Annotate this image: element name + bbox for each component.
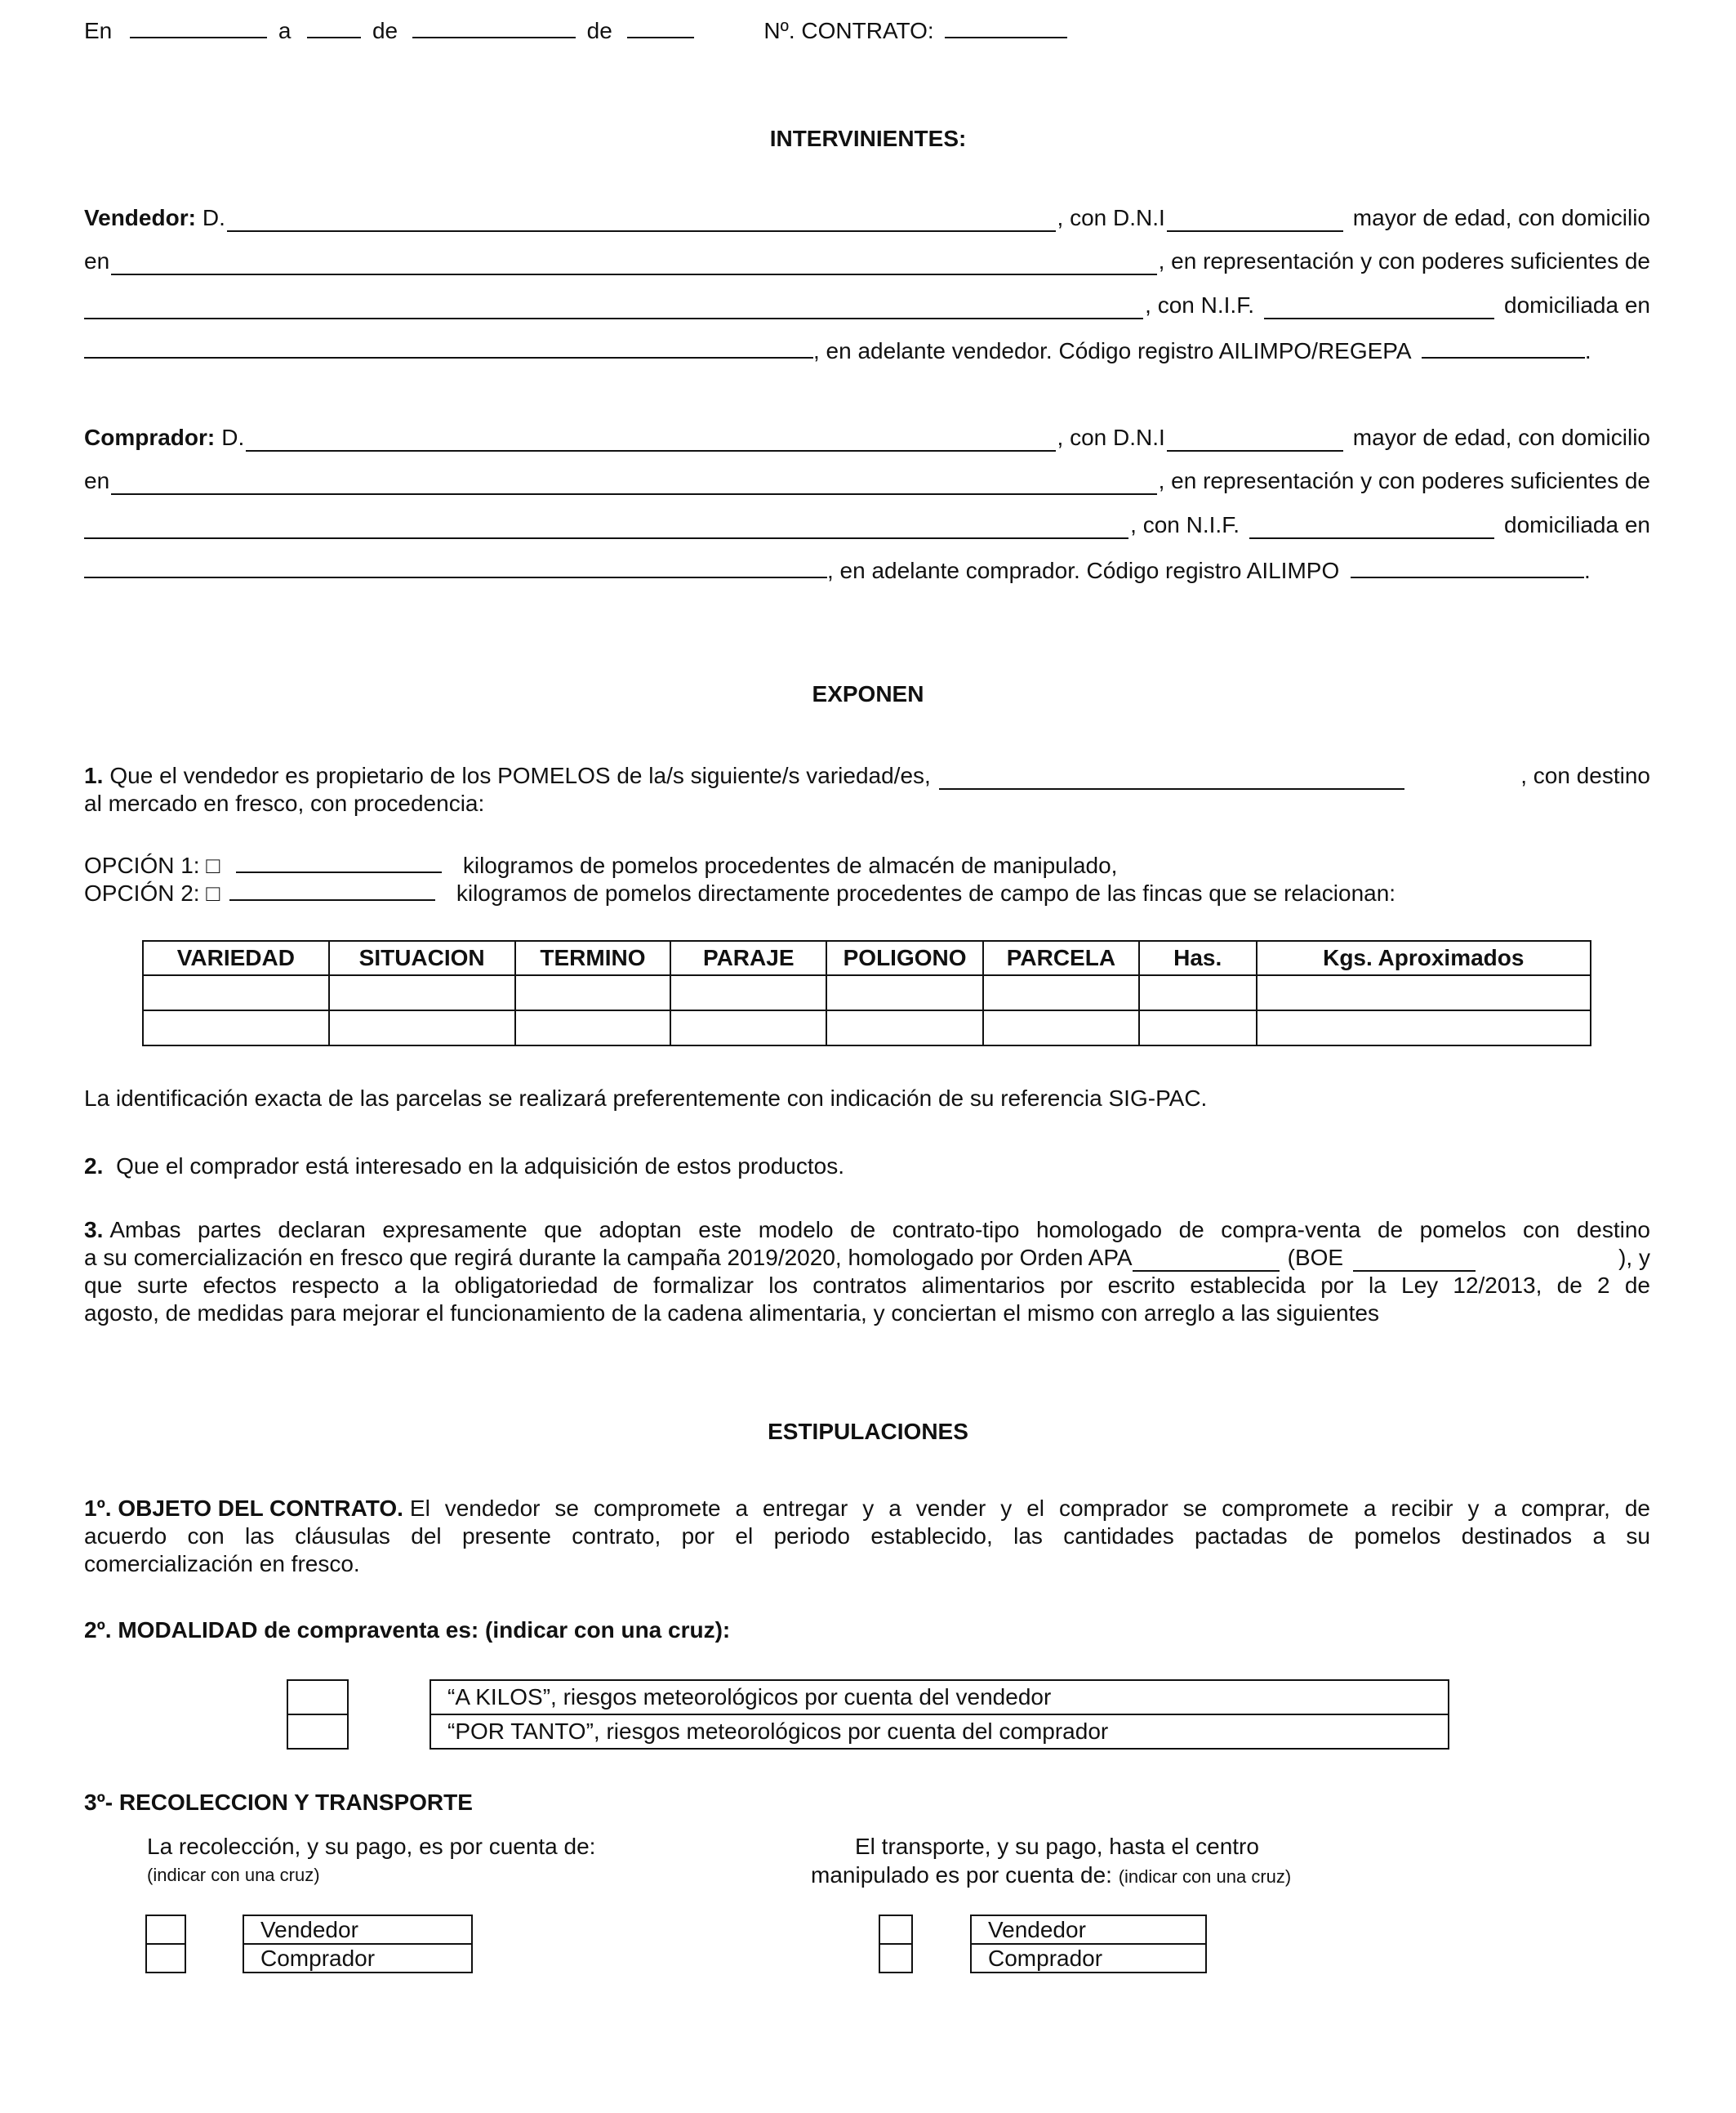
transporte-vendedor-checkbox[interactable]	[879, 1915, 913, 1945]
comprador-line-3	[84, 511, 1650, 539]
transporte-comprador-label: Comprador	[988, 1946, 1103, 1971]
table-header-cell: PARAJE	[670, 941, 826, 975]
table-cell[interactable]	[983, 1010, 1139, 1045]
comprador-line-2	[84, 467, 1650, 495]
header-line	[84, 16, 1067, 45]
modalidad-tanto-checkbox[interactable]	[287, 1714, 349, 1750]
comprador-representacion: , en representación y con poderes suficientes de	[1158, 468, 1650, 493]
year-field[interactable]	[627, 16, 694, 38]
vendedor-domiciliada: domiciliada en	[1504, 292, 1650, 318]
month-field[interactable]	[412, 16, 576, 38]
estipulacion-2-title: 2º. MODALIDAD de compraventa es: (indicar con una cruz):	[84, 1617, 731, 1643]
exponen-p3-number: 3.	[84, 1217, 104, 1242]
intervinientes-title: INTERVINIENTES:	[769, 126, 967, 151]
vendedor-end: .	[1584, 338, 1591, 363]
exponen-p2-number: 2.	[84, 1153, 104, 1179]
estipulacion-1-line-1	[84, 1495, 1650, 1522]
exponen-p2	[84, 1152, 844, 1180]
variedades-field[interactable]	[939, 767, 1404, 790]
recoleccion-vendedor-option	[243, 1915, 473, 1945]
comprador-end: .	[1584, 558, 1591, 583]
vendedor-nif-label: , con N.I.F.	[1145, 292, 1254, 318]
table-cell[interactable]	[826, 975, 983, 1010]
exponen-p3-boe: (BOE	[1287, 1245, 1344, 1270]
opcion-2-row	[84, 878, 1395, 907]
comprador-domicilio-field[interactable]	[111, 470, 1156, 495]
header-en: En	[84, 18, 113, 43]
modalidad-kilos-option	[430, 1679, 1449, 1715]
transporte-vendedor-option	[970, 1915, 1207, 1945]
city-field[interactable]	[130, 16, 267, 38]
fincas-table-header	[143, 941, 1591, 975]
table-cell[interactable]	[143, 1010, 329, 1045]
opcion-1-kilos-field[interactable]	[236, 850, 442, 873]
opcion-1-label[interactable]: OPCIÓN 1: □	[84, 853, 220, 878]
header-de-1: de	[372, 18, 398, 43]
table-cell[interactable]	[1139, 975, 1257, 1010]
exponen-p3-line-2	[84, 1244, 1650, 1272]
header-de-2: de	[586, 18, 612, 43]
comprador-adelante: , en adelante comprador. Código registro AILIMPO	[827, 558, 1340, 583]
table-cell[interactable]	[826, 1010, 983, 1045]
transporte-label-2	[811, 1861, 1291, 1891]
exponen-p1-line-1	[84, 762, 1650, 790]
estipulacion-3-title: 3º- RECOLECCION Y TRANSPORTE	[84, 1790, 473, 1815]
table-header-cell: Has.	[1139, 941, 1257, 975]
table-cell[interactable]	[515, 975, 671, 1010]
recoleccion-comprador-option	[243, 1943, 473, 1973]
comprador-dni-field[interactable]	[1167, 429, 1343, 452]
opcion-1-text: kilogramos de pomelos procedentes de almacén de manipulado,	[462, 853, 1118, 878]
contract-number-field[interactable]	[945, 16, 1067, 38]
vendedor-empresa-domicilio-field[interactable]	[84, 336, 813, 359]
table-cell[interactable]	[670, 975, 826, 1010]
identificacion-text: La identificación exacta de las parcelas se realizará preferentemente con indicación de su referencia SIG-PAC.	[84, 1085, 1208, 1111]
orden-apa-field[interactable]	[1133, 1249, 1280, 1272]
transporte-note: (indicar con una cruz)	[1118, 1866, 1292, 1887]
vendedor-dni-field[interactable]	[1167, 209, 1343, 232]
table-cell[interactable]	[670, 1010, 826, 1045]
comprador-empresa-field[interactable]	[84, 515, 1128, 539]
boe-field[interactable]	[1353, 1249, 1476, 1272]
exponen-p3-line-4: agosto, de medidas para mejorar el funcionamiento de la cadena alimentaria, y conciertan el mismo con arreglo a las siguientes	[84, 1300, 1379, 1326]
vendedor-domicilio-field[interactable]	[111, 251, 1156, 275]
vendedor-dni-label: , con D.N.I	[1057, 205, 1165, 230]
recoleccion-label: La recolección, y su pago, es por cuenta de:	[147, 1834, 596, 1859]
table-header-cell: PARCELA	[983, 941, 1139, 975]
comprador-mayor: mayor de edad, con domicilio	[1352, 425, 1650, 450]
modalidad-kilos-label: “A KILOS”, riesgos meteorológicos por cuenta del vendedor	[447, 1684, 1052, 1710]
recoleccion-vendedor-checkbox[interactable]	[145, 1915, 186, 1945]
comprador-dni-label: , con D.N.I	[1057, 425, 1165, 450]
opcion-2-text: kilogramos de pomelos directamente procedentes de campo de las fincas que se relacionan:	[456, 880, 1396, 906]
vendedor-nif-field[interactable]	[1264, 296, 1494, 319]
opcion-2-kilos-field[interactable]	[229, 878, 435, 901]
estipulacion-1-title: 1º. OBJETO DEL CONTRATO.	[84, 1496, 403, 1521]
vendedor-line-2	[84, 247, 1650, 275]
transporte-label-2-text: manipulado es por cuenta de:	[811, 1862, 1112, 1888]
recoleccion-comprador-label: Comprador	[260, 1946, 376, 1971]
exponen-title: EXPONEN	[812, 681, 924, 707]
vendedor-empresa-field[interactable]	[84, 295, 1143, 319]
comprador-en: en	[84, 468, 110, 493]
vendedor-registro-field[interactable]	[1422, 336, 1585, 359]
estipulaciones-title: ESTIPULACIONES	[768, 1419, 968, 1444]
transporte-comprador-checkbox[interactable]	[879, 1943, 913, 1973]
exponen-p2-body: Que el comprador está interesado en la adquisición de estos productos.	[116, 1153, 845, 1179]
comprador-line-1	[84, 424, 1650, 452]
opcion-2-label[interactable]: OPCIÓN 2: □	[84, 880, 220, 906]
exponen-p1-text: Que el vendedor es propietario de los POMELOS de la/s siguiente/s variedad/es,	[109, 763, 931, 788]
modalidad-tanto-option	[430, 1714, 1449, 1750]
comprador-line-4	[84, 555, 1591, 585]
vendedor-representacion: , en representación y con poderes suficientes de	[1158, 248, 1650, 274]
day-field[interactable]	[307, 16, 361, 38]
exponen-p3-line-1	[84, 1216, 1650, 1244]
vendedor-d: D.	[202, 205, 225, 230]
vendedor-adelante: , en adelante vendedor. Código registro AILIMPO/REGEPA	[813, 338, 1411, 363]
recoleccion-note: (indicar con una cruz)	[147, 1865, 320, 1885]
table-row	[143, 975, 1591, 1010]
exponen-p3-line-3: que surte efectos respecto a la obligatoriedad de formalizar los contratos alimentarios por escrito establecida por la Ley 12/2013, de 2 de	[84, 1273, 1650, 1298]
table-header-cell: TERMINO	[515, 941, 671, 975]
exponen-p1-destino: , con destino	[1520, 763, 1650, 788]
vendedor-name-field[interactable]	[227, 207, 1056, 232]
vendedor-line-4	[84, 336, 1591, 365]
comprador-registro-field[interactable]	[1351, 555, 1584, 578]
vendedor-label: Vendedor:	[84, 205, 196, 230]
transporte-vendedor-label: Vendedor	[988, 1917, 1086, 1942]
comprador-nif-field[interactable]	[1249, 516, 1494, 539]
transporte-comprador-option	[970, 1943, 1207, 1973]
recoleccion-vendedor-label: Vendedor	[260, 1917, 358, 1942]
comprador-empresa-domicilio-field[interactable]	[84, 555, 827, 578]
table-cell[interactable]	[329, 975, 515, 1010]
estipulacion-1-text-1: El vendedor se compromete a entregar y a vender y el comprador se compromete a recibir y a comprar, de	[409, 1496, 1650, 1521]
comprador-name-field[interactable]	[246, 427, 1055, 452]
table-cell[interactable]	[143, 975, 329, 1010]
vendedor-line-1	[84, 204, 1650, 232]
header-a: a	[278, 18, 292, 43]
comprador-domiciliada: domiciliada en	[1504, 512, 1650, 537]
table-header-cell: Kgs. Aproximados	[1257, 941, 1591, 975]
fincas-table	[142, 940, 1591, 1046]
exponen-p1-line-2: al mercado en fresco, con procedencia:	[84, 791, 485, 816]
table-header-cell: SITUACION	[329, 941, 515, 975]
exponen-p3-close: ), y	[1618, 1245, 1650, 1270]
table-cell[interactable]	[1257, 1010, 1591, 1045]
transporte-label-1: El transporte, y su pago, hasta el centro	[855, 1834, 1259, 1859]
estipulacion-1-text-2: acuerdo con las cláusulas del presente contrato, por el periodo establecido, las cantidades pactadas de pomelos destinados a su	[84, 1523, 1650, 1549]
opcion-1-row	[84, 850, 1117, 880]
recoleccion-comprador-checkbox[interactable]	[145, 1943, 186, 1973]
exponen-p3-text-1: Ambas partes declaran expresamente que adoptan este modelo de contrato-tipo homologado de compra-venta de pomelos con destino	[109, 1217, 1650, 1242]
table-header-cell: VARIEDAD	[143, 941, 329, 975]
vendedor-line-3	[84, 292, 1650, 319]
comprador-label: Comprador:	[84, 425, 216, 450]
table-cell[interactable]	[983, 975, 1139, 1010]
vendedor-mayor: mayor de edad, con domicilio	[1352, 205, 1650, 230]
comprador-nif-label: , con N.I.F.	[1130, 512, 1240, 537]
table-cell[interactable]	[329, 1010, 515, 1045]
table-row	[143, 1010, 1591, 1045]
contract-number-label: Nº. CONTRATO:	[763, 18, 934, 43]
table-header-cell: POLIGONO	[826, 941, 983, 975]
vendedor-en: en	[84, 248, 110, 274]
exponen-p1-number: 1.	[84, 763, 104, 788]
modalidad-kilos-checkbox[interactable]	[287, 1679, 349, 1715]
table-cell[interactable]	[1139, 1010, 1257, 1045]
table-cell[interactable]	[515, 1010, 671, 1045]
table-cell[interactable]	[1257, 975, 1591, 1010]
exponen-p3-text-2: a su comercialización en fresco que regirá durante la campaña 2019/2020, homologado por Orden APA	[84, 1245, 1133, 1270]
modalidad-tanto-label: “POR TANTO”, riesgos meteorológicos por cuenta del comprador	[447, 1718, 1109, 1744]
estipulacion-1-text-3: comercialización en fresco.	[84, 1551, 360, 1576]
comprador-d: D.	[221, 425, 245, 450]
